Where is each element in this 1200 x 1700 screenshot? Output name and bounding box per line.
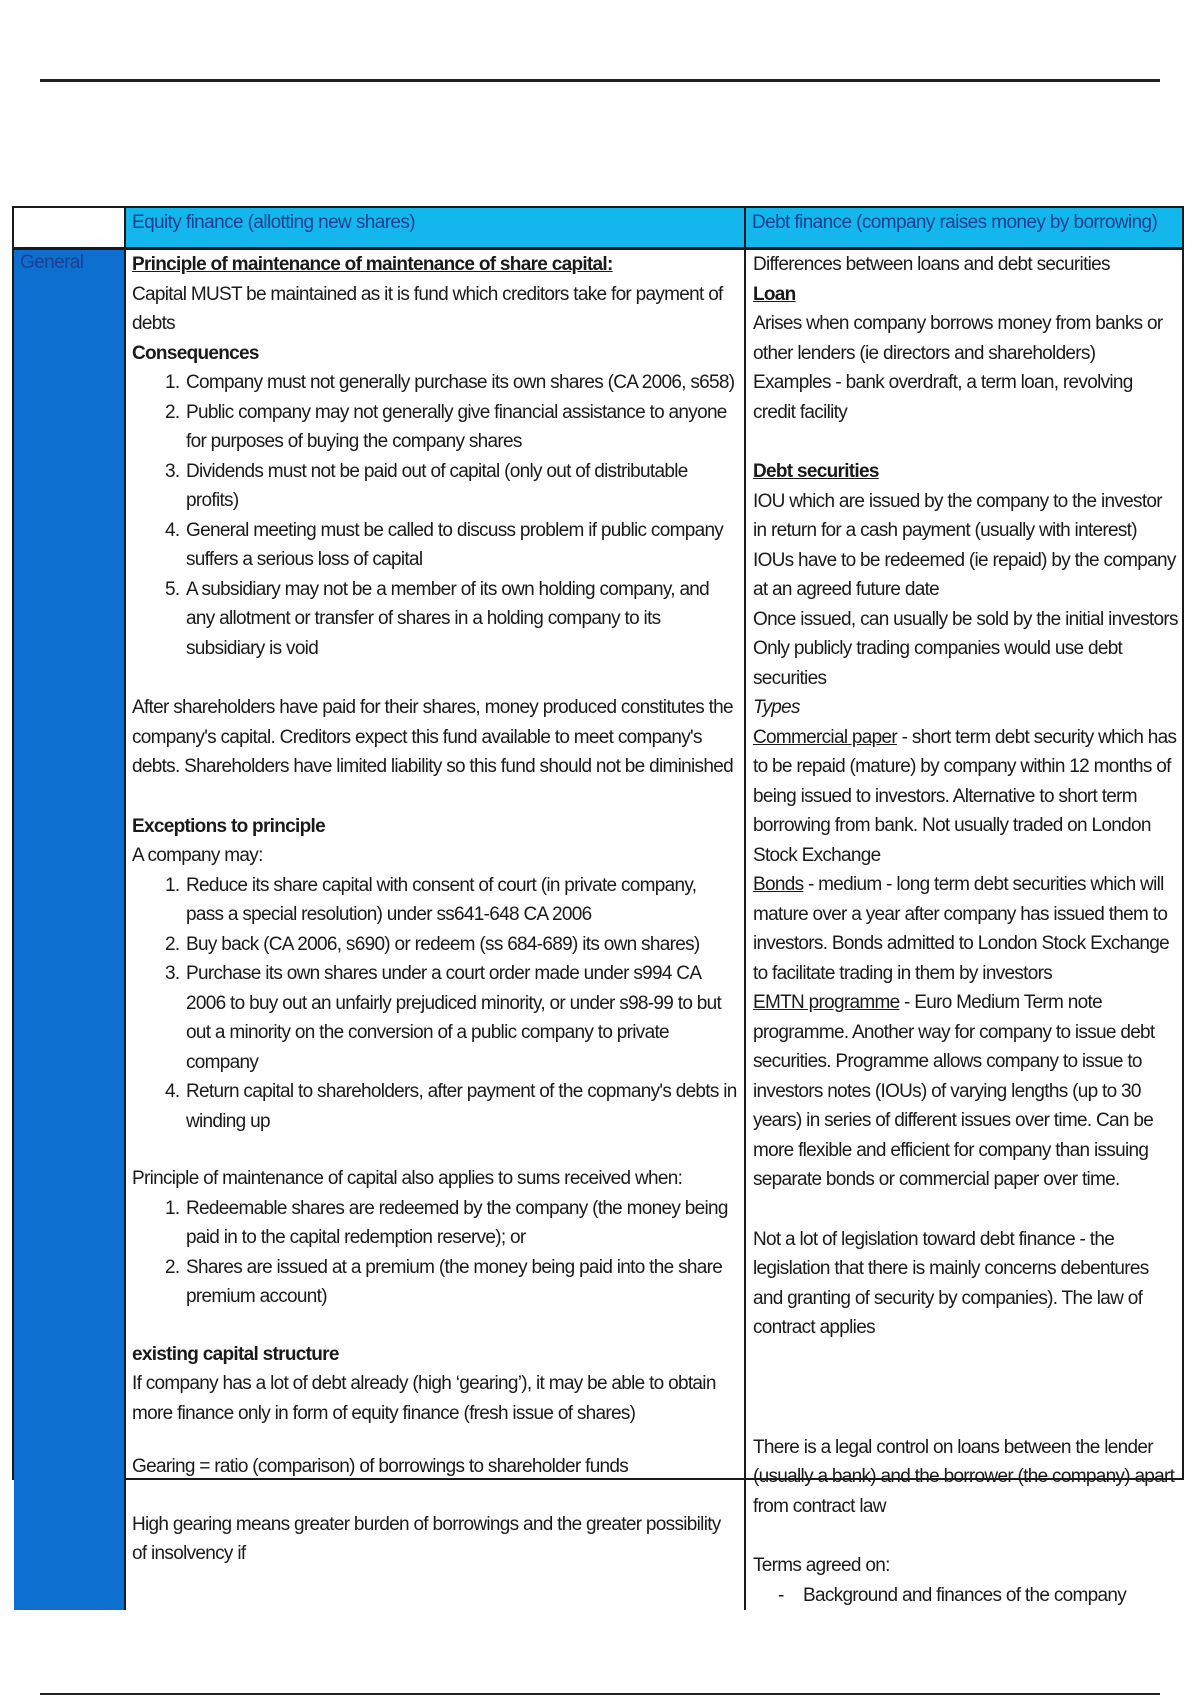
exception-item: 1. Reduce its share capital with consent of court (in private company, pass a special resolution) under ss641-648 CA 2006 [184, 871, 738, 930]
bonds-entry [753, 870, 1178, 988]
equity-column [126, 250, 746, 1610]
principle-title: Principle of maintenance of maintenance of share capital: [132, 254, 613, 275]
equity-header: Equity finance (allotting new shares) [126, 208, 746, 250]
row-label-general: General [14, 250, 126, 1610]
consequence-item: 2. Public company may not generally give financial assistance to anyone for purposes of buying the company shares [184, 398, 738, 457]
bottom-rule [40, 1693, 1160, 1695]
securities-public-text: Only publicly trading companies would use debt securities [753, 638, 1123, 689]
after-paid-text: After shareholders have paid for their shares, money produced constitutes the company's capital. Creditors expect this fund available to meet company's debts. Shareholders have limited liability so this fund should not be diminished [132, 697, 733, 777]
consequences-list [132, 368, 738, 663]
also-applies-item: 2. Shares are issued at a premium (the money being paid into the share premium account) [184, 1253, 738, 1312]
commercial-paper-entry [753, 723, 1178, 871]
exceptions-title: Exceptions to principle [132, 815, 325, 837]
legal-control-text: There is a legal control on loans between the lender (usually a bank) and the borrower (the company) apart from contract law [753, 1436, 1175, 1517]
types-title: Types [753, 697, 800, 718]
gearing-text: Gearing = ratio (comparison) of borrowings to shareholder funds [132, 1456, 629, 1477]
top-rule [40, 79, 1160, 82]
also-applies-text: Principle of maintenance of capital also applies to sums received when: [132, 1168, 683, 1189]
emtn-entry [753, 988, 1178, 1195]
commercial-paper-term: Commercial paper [753, 726, 898, 748]
principle-text: Capital MUST be maintained as it is fund which creditors take for payment of debts [132, 283, 723, 334]
bonds-term: Bonds [753, 874, 804, 895]
commercial-paper-text: - short term debt security which has to be repaid (mature) by company within 12 months of being issued to investors. Alternative to short term borrowing from bank. Not usually traded on London Stock Exchange [753, 726, 1177, 866]
exception-item: 3. Purchase its own shares under a court order made under s994 CA 2006 to buy out an unfairly prejudiced minority, or under s98-99 to but out a minority on the conversion of a public company to private company [184, 959, 738, 1077]
bonds-text: - medium - long term debt securities which will mature over a year after company has issued them to investors. Bonds admitted to London Stock Exchange to facilitate trading in them by investors [753, 874, 1169, 984]
also-applies-item: 1. Redeemable shares are redeemed by the company (the money being paid in to the capital redemption reserve); or [184, 1194, 738, 1253]
exception-item: 4. Return capital to shareholders, after payment of the copmany's debts in winding up [184, 1077, 738, 1136]
exceptions-intro: A company may: [132, 845, 263, 866]
terms-list [753, 1581, 1178, 1611]
loan-title: Loan [753, 283, 796, 305]
consequences-title: Consequences [132, 342, 259, 364]
finance-comparison-table [12, 206, 1184, 1606]
securities-sold-text: Once issued, can usually be sold by the initial investors [753, 608, 1178, 630]
emtn-text: - Euro Medium Term note programme. Another way for company to issue debt securities. Programme allows company to issue to investors notes (IOUs) of varying lengths (up to 30 years) in series of different issues over time. Can be more flexible and efficient for company than issuing separate bonds or commercial paper over time. [753, 992, 1155, 1190]
exceptions-list [132, 871, 738, 1137]
loan-examples: Examples - bank overdraft, a term loan, revolving credit facility [753, 372, 1133, 423]
structure-title: existing capital structure [132, 1343, 339, 1365]
securities-title: Debt securities [753, 461, 879, 482]
differences-text: Differences between loans and debt securities [753, 254, 1110, 275]
debt-header: Debt finance (company raises money by borrowing) [746, 208, 1182, 250]
high-gearing-text: High gearing means greater burden of borrowings and the greater possibility of insolvency if [132, 1513, 721, 1564]
also-applies-list [132, 1194, 738, 1312]
consequence-item: 4. General meeting must be called to discuss problem if public company suffers a serious loss of capital [184, 516, 738, 575]
terms-title: Terms agreed on: [753, 1555, 890, 1576]
consequence-item: 3. Dividends must not be paid out of capital (only out of distributable profits) [184, 457, 738, 516]
consequence-item: 5. A subsidiary may not be a member of its own holding company, and any allotment or transfer of shares in a holding company to its subsidiary is void [184, 575, 738, 664]
debt-column [746, 250, 1182, 1610]
exception-item: 2. Buy back (CA 2006, s690) or redeem (ss 684-689) its own shares) [184, 930, 738, 960]
consequence-item: 1. Company must not generally purchase its own shares (CA 2006, s658) [184, 368, 738, 398]
loan-text: Arises when company borrows money from banks or other lenders (ie directors and shareholders) [753, 313, 1163, 364]
terms-item: - Background and finances of the company [803, 1581, 1178, 1611]
securities-redeemed-text: IOUs have to be redeemed (ie repaid) by the company at an agreed future date [753, 549, 1176, 600]
emtn-term: EMTN programme [753, 992, 900, 1013]
securities-iou-text: IOU which are issued by the company to the investor in return for a cash payment (usually with interest) [753, 490, 1162, 541]
legislation-text: Not a lot of legislation toward debt finance - the legislation that there is mainly concerns debentures and granting of security by companies). The law of contract applies [753, 1228, 1149, 1338]
header-blank-cell [14, 208, 126, 250]
structure-text: If company has a lot of debt already (high ‘gearing’), it may be able to obtain more finance only in form of equity finance (fresh issue of shares) [132, 1373, 716, 1424]
